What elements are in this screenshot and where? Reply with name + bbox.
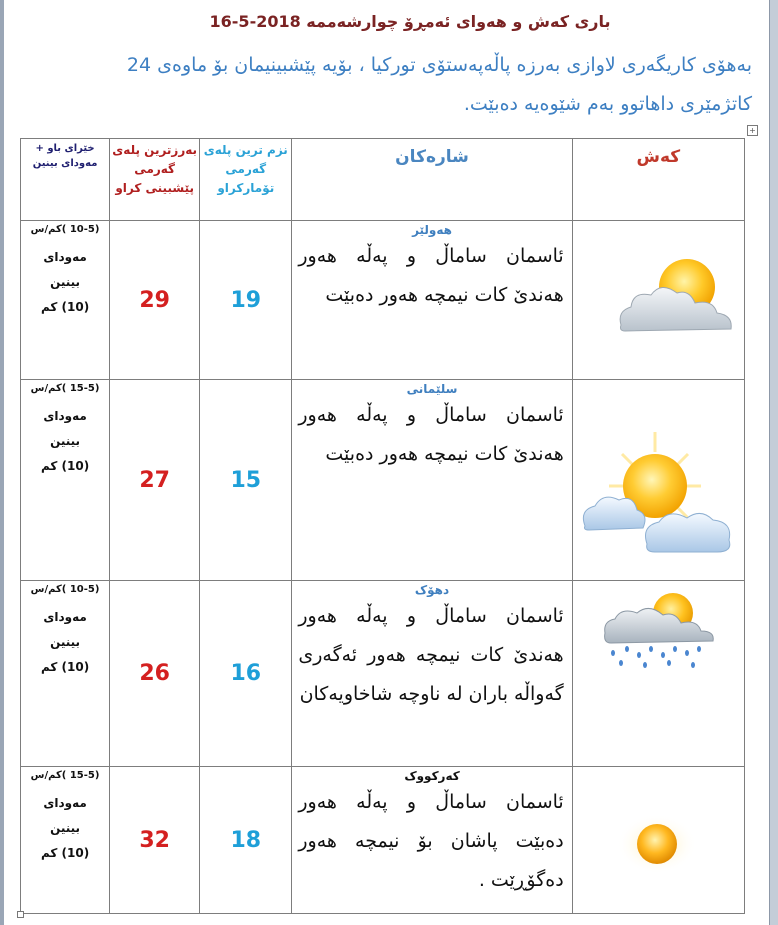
table-row bbox=[21, 221, 745, 380]
table-row bbox=[21, 380, 745, 581]
wind-speed: (15-5 )کم/س bbox=[30, 770, 100, 781]
visibility: مەودای بینین (10) کم bbox=[40, 796, 90, 860]
wind-cell bbox=[21, 380, 110, 581]
header-cities: شارەکان bbox=[292, 139, 572, 221]
min-temp: 15 bbox=[200, 380, 292, 581]
visibility: مەودای بینین (10) کم bbox=[40, 409, 90, 473]
city-name: هەولێر bbox=[412, 223, 452, 237]
wind-cell bbox=[21, 767, 110, 914]
weather-cell bbox=[572, 221, 744, 380]
max-temp: 32 bbox=[110, 767, 200, 914]
city-description: ئاسمان ساماڵ و پەڵە هەور دەبێت پاشان بۆ نیمچە هەور دەگۆڕێت . bbox=[298, 791, 564, 891]
city-name: سلێمانی bbox=[406, 382, 458, 396]
city-name: کەرکووک bbox=[404, 769, 460, 783]
visibility: مەودای بینین (10) کم bbox=[40, 250, 90, 314]
min-temp: 16 bbox=[200, 581, 292, 767]
forecast-intro: بەهۆی کاریگەری لاوازی بەرزە پاڵەپەستۆی تورکیا ، بۆیە پێشبینیمان بۆ ماوەی 24 کاتژمێری داهاتوو بەم شێوەیە دەبێت. bbox=[126, 54, 752, 115]
header-min: نزم ترین پلەی گەرمی تۆمارکراو bbox=[200, 139, 292, 221]
window-frame-right bbox=[770, 0, 778, 925]
header-max: بەرزترین پلەی گەرمی پێشبینی کراو bbox=[110, 139, 200, 221]
city-cell bbox=[292, 380, 572, 581]
table-row bbox=[21, 767, 745, 914]
city-description: ئاسمان ساماڵ و پەڵە هەور هەندێ کات نیمچە هەور ئەگەری گەواڵە باران لە ناوچە شاخاویەکان bbox=[298, 605, 564, 705]
weather-cell bbox=[572, 380, 744, 581]
header-wind: خێرای باو + مەودای بینین bbox=[21, 139, 110, 221]
min-temp: 18 bbox=[200, 767, 292, 914]
max-temp: 27 bbox=[110, 380, 200, 581]
table-move-handle-icon[interactable]: + bbox=[747, 125, 758, 136]
sun-icon bbox=[617, 811, 697, 877]
city-cell bbox=[292, 221, 572, 380]
wind-cell bbox=[21, 221, 110, 380]
city-description: ئاسمان ساماڵ و پەڵە هەور هەندێ کات نیمچە هەور دەبێت bbox=[298, 404, 564, 465]
table-resize-handle-icon[interactable] bbox=[17, 911, 24, 918]
wind-speed: (10-5 )کم/س bbox=[30, 224, 100, 235]
wind-speed: (15-5 )کم/س bbox=[30, 383, 100, 394]
header-weather: کەش bbox=[572, 139, 744, 221]
window-frame-left bbox=[0, 0, 4, 925]
max-temp: 26 bbox=[110, 581, 200, 767]
rain-cloud-sun-icon bbox=[601, 591, 725, 671]
wind-speed: (10-5 )کم/س bbox=[30, 584, 100, 595]
partly-cloudy-icon bbox=[613, 255, 739, 337]
city-description: ئاسمان ساماڵ و پەڵە هەور هەندێ کات نیمچە هەور دەبێت bbox=[298, 245, 564, 306]
weather-cell bbox=[572, 581, 744, 767]
city-cell bbox=[292, 581, 572, 767]
table-header-row bbox=[21, 139, 745, 221]
forecast-table bbox=[20, 138, 745, 914]
city-name: دهۆک bbox=[414, 583, 450, 597]
max-temp: 29 bbox=[110, 221, 200, 380]
visibility: مەودای بینین (10) کم bbox=[40, 610, 90, 674]
min-temp: 19 bbox=[200, 221, 292, 380]
sun-behind-clouds-icon bbox=[575, 414, 741, 580]
city-cell bbox=[292, 767, 572, 914]
page-title: باری کەش و هەوای ئەمڕۆ چوارشەممە 2018-5-16 bbox=[209, 12, 611, 31]
weather-cell bbox=[572, 767, 744, 914]
table-row bbox=[21, 581, 745, 767]
wind-cell bbox=[21, 581, 110, 767]
